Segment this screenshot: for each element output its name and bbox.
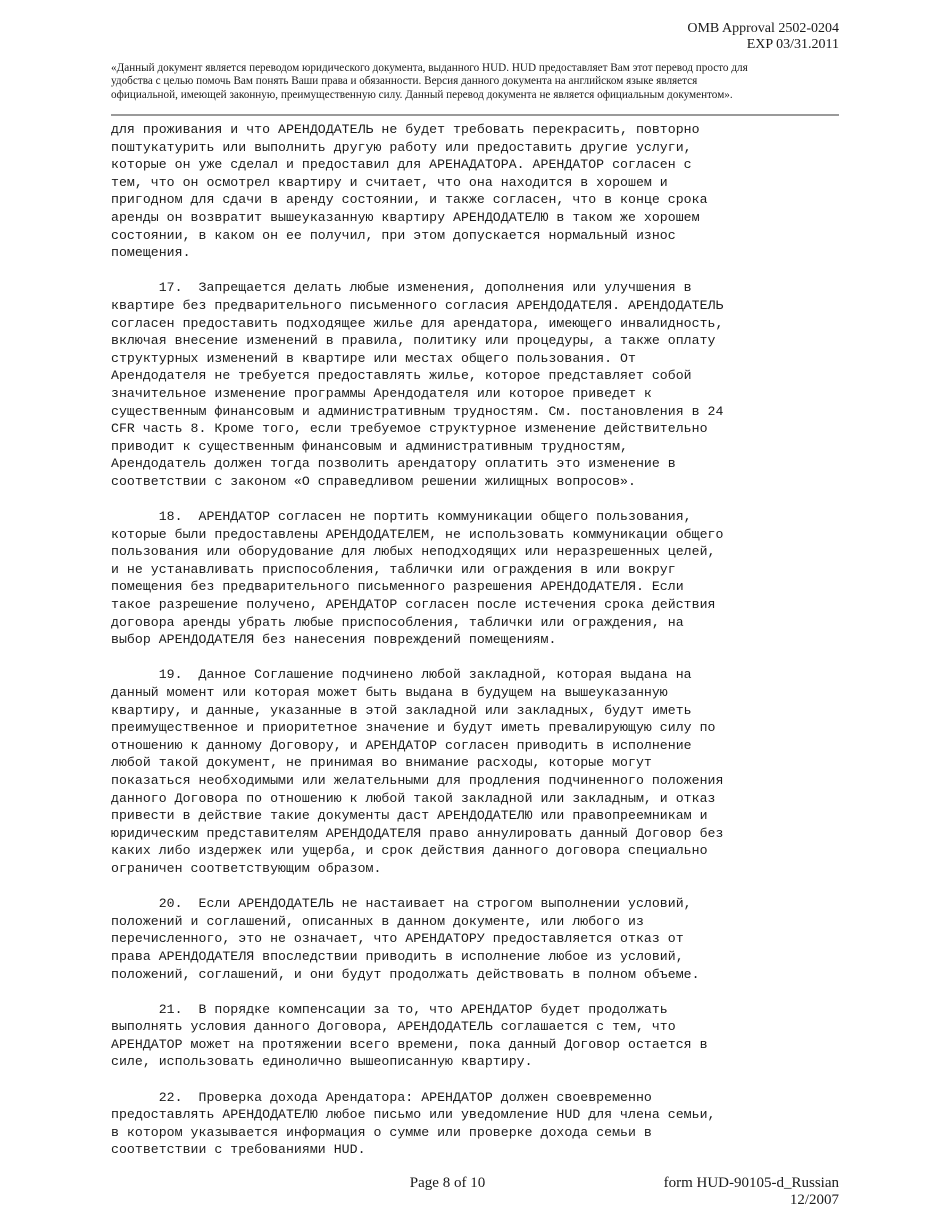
paragraph	[111, 895, 841, 983]
paragraph-line: Арендодатель должен тогда позволить арендатору оплатить это изменение в	[111, 456, 676, 472]
form-name: form HUD-90105-d_Russian	[663, 1175, 839, 1191]
translation-disclaimer	[111, 62, 841, 102]
omb-approval-block	[687, 21, 839, 53]
paragraph	[111, 121, 841, 262]
paragraph-line: 17. Запрещается делать любые изменения, дополнения или улучшения в	[111, 280, 692, 296]
paragraph-line: показаться необходимыми или желательными для продления подчиненного положения	[111, 772, 724, 788]
paragraph-line: соответствии с законом «О справедливом решении жилищных вопросов».	[111, 473, 636, 489]
omb-approval-number: OMB Approval 2502-0204	[687, 21, 839, 36]
paragraph-line: положений, соглашений, и они будут продолжать действовать в полном объеме.	[111, 966, 700, 982]
paragraph-line: существенным финансовым и административным трудностям. См. постановления в 24	[111, 403, 724, 419]
paragraph-line: привести в действие такие документы даст АРЕНДОДАТЕЛЮ или правопреемникам и	[111, 808, 708, 824]
paragraph-line: согласен предоставить подходящее жилье для арендатора, имеющего инвалидность,	[111, 315, 724, 331]
paragraph-line: 20. Если АРЕНДОДАТЕЛЬ не настаивает на строгом выполнении условий,	[111, 896, 692, 912]
paragraph-line: выбор АРЕНДОДАТЕЛЯ без нанесения повреждений помещениям.	[111, 632, 557, 648]
paragraph-line: включая внесение изменений в правила, политику или процедуры, а также оплату	[111, 333, 716, 349]
paragraph-line: юридическим представителям АРЕНДОДАТЕЛЯ право аннулировать данный Договор без	[111, 825, 724, 841]
header-divider	[111, 114, 839, 116]
paragraph-line: 22. Проверка дохода Арендатора: АРЕНДАТОР должен своевременно	[111, 1089, 652, 1105]
paragraph-line: пригодном для сдачи в аренду состоянии, и также согласен, что в конце срока	[111, 192, 708, 208]
paragraph-line: пользования или оборудование для любых неподходящих или неразрешенных целей,	[111, 544, 716, 560]
paragraph-line: договора аренды убрать любые приспособления, таблички или ограждения, на	[111, 614, 684, 630]
paragraph-line: 21. В порядке компенсации за то, что АРЕНДАТОР будет продолжать	[111, 1001, 668, 1017]
paragraph-line: аренды он возвратит вышеуказанную квартиру АРЕНДОДАТЕЛЮ в таком же хорошем	[111, 209, 700, 225]
paragraph-line: помещения без предварительного письменного разрешения АРЕНДОДАТЕЛЯ. Если	[111, 579, 684, 595]
paragraph-line: отношению к данному Договору, и АРЕНДАТОР согласен приводить в исполнение	[111, 737, 692, 753]
paragraph-line: положений и соглашений, описанных в данном документе, или любого из	[111, 913, 644, 929]
paragraph-line: которые он уже сделал и предоставил для АРЕНАДАТОРА. АРЕНДАТОР согласен с	[111, 157, 692, 173]
paragraph-line: для проживания и что АРЕНДОДАТЕЛЬ не будет требовать перекрасить, повторно	[111, 122, 700, 137]
form-identifier	[664, 1175, 839, 1209]
page-number: Page 8 of 10	[409, 1175, 486, 1191]
paragraph	[111, 666, 841, 877]
paragraph	[111, 1089, 841, 1159]
paragraph-line: АРЕНДАТОР может на протяжении всего времени, пока данный Договор остается в	[111, 1036, 708, 1052]
paragraph-line: предоставлять АРЕНДОДАТЕЛЮ любое письмо или уведомление HUD для члена семьи,	[111, 1107, 716, 1123]
paragraph-line: структурных изменений в квартире или местах общего пользования. От	[111, 350, 636, 366]
paragraph-line: 18. АРЕНДАТОР согласен не портить коммуникации общего пользования,	[111, 509, 692, 525]
paragraph-line: состоянии, в каком он ее получил, при этом допускается нормальный износ	[111, 227, 676, 243]
paragraph-line: которые были предоставлены АРЕНДОДАТЕЛЕМ, не использовать коммуникации общего	[111, 526, 724, 542]
paragraph-line: данного Договора по отношению к любой такой закладной или закладным, и отказ	[111, 790, 716, 806]
paragraph-line: поштукатурить или выполнить другую работу или предоставить другие услуги,	[111, 139, 692, 155]
paragraph-line: ограничен соответствующим образом.	[111, 860, 382, 876]
disclaimer-line: официальной, имеющей законную, преимущественную силу. Данный перевод документа не является официальным документом».	[111, 88, 733, 101]
paragraph	[111, 1001, 841, 1071]
paragraph-line: CFR часть 8. Кроме того, если требуемое структурное изменение действительно	[111, 421, 708, 437]
paragraph-line: такое разрешение получено, АРЕНДАТОР согласен после истечения срока действия	[111, 597, 716, 613]
paragraph-line: любой такой документ, не принимая во внимание расходы, которые могут	[111, 755, 652, 771]
paragraph-line: значительное изменение программы Арендодателя или которое приведет к	[111, 385, 652, 401]
document-body	[111, 121, 841, 1159]
disclaimer-line: удобства с целью помочь Вам понять Ваши права и обязанности. Версия данного документа на английском языке является	[111, 75, 698, 88]
paragraph	[111, 279, 841, 490]
disclaimer-line: «Данный документ является переводом юридического документа, выданного HUD. HUD предоставляет Вам этот перевод просто для	[111, 62, 748, 74]
paragraph-line: данный момент или которая может быть выдана в будущем на вышеуказанную	[111, 685, 668, 700]
form-date: 12/2007	[789, 1192, 839, 1208]
paragraph-line: квартире без предварительного письменного согласия АРЕНДОДАТЕЛЯ. АРЕНДОДАТЕЛЬ	[111, 297, 724, 313]
paragraph-line: каких либо издержек или ущерба, и срок действия данного договора специально	[111, 843, 708, 859]
paragraph-line: силе, использовать единолично вышеописанную квартиру.	[111, 1054, 533, 1070]
paragraph-line: перечисленного, это не означает, что АРЕНДАТОРУ предоставляется отказ от	[111, 931, 684, 947]
paragraph-line: и не устанавливать приспособления, таблички или ограждения в или вокруг	[111, 561, 676, 577]
paragraph-line: преимущественное и приоритетное значение и будут иметь превалирующую силу по	[111, 720, 716, 736]
paragraph-line: в котором указывается информация о сумме или проверке дохода семьи в	[111, 1124, 652, 1140]
paragraph-line: соответствии с требованиями HUD.	[111, 1142, 366, 1158]
paragraph-line: приводит к существенным финансовым и административным трудностям,	[111, 438, 628, 454]
paragraph-line: права АРЕНДОДАТЕЛЯ впоследствии приводить в исполнение любое из условий,	[111, 948, 684, 964]
paragraph-line: выполнять условия данного Договора, АРЕНДОДАТЕЛЬ соглашается с тем, что	[111, 1019, 676, 1035]
paragraph-line: Арендодателя не требуется предоставлять жилье, которое представляет собой	[111, 368, 692, 384]
paragraph	[111, 508, 841, 649]
paragraph-line: квартиру, и данные, указанные в этой закладной или закладных, будут иметь	[111, 702, 692, 718]
paragraph-line: 19. Данное Соглашение подчинено любой закладной, которая выдана на	[111, 667, 692, 683]
paragraph-line: помещения.	[111, 245, 191, 261]
omb-expiration-date: EXP 03/31.2011	[746, 37, 839, 52]
paragraph-line: тем, что он осмотрел квартиру и считает, что она находится в хорошем и	[111, 174, 668, 190]
